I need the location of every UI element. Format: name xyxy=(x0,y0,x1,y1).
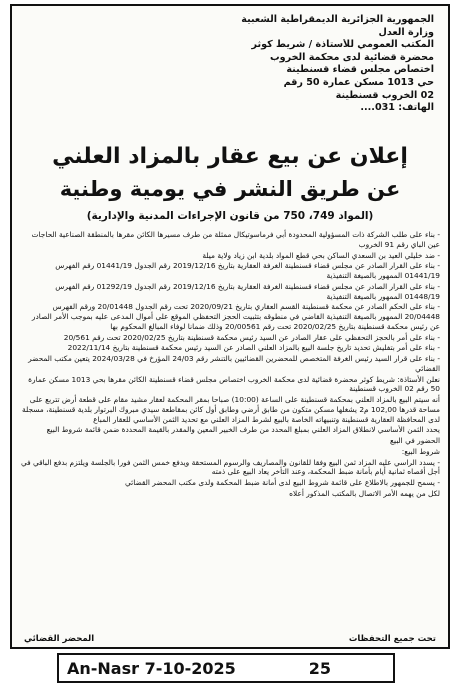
body-paragraph: - يسمح للجمهور بالاطلاع على قائمة شروط البيع لدى أمانة ضبط المحكمة ولدى مكتب المحضر القضائي xyxy=(125,478,440,487)
body-paragraph: أنه سيتم البيع بالمزاد العلني بمحكمة قسنطينة على الساعة (10:00) صباحا بمقر المحكمة لعقار مشيد مقام على قطعة أرض تتربع على مساحة قدرها 102,00 م2 يشغلها مسكن متكون من طابق أرضي وطابق أول كائن بمقاطعة سيدي مبروك البرتوار بلدية قسنطينة، مسجلة لدى المحافظة العقارية قسنطينة وتنبيهاته الخاصة بالبيع لشرط المزاد العلني مع تحديد الثمن الأساسي للعقار المباع xyxy=(22,395,440,424)
header-line: حي 1013 مسكن عمارة 50 رقم xyxy=(283,76,434,88)
header-line: 02 الخروب قسنطينة xyxy=(335,89,434,101)
footer-page-number: 25 xyxy=(308,658,331,678)
body-paragraph: شروط البيع: xyxy=(401,446,440,456)
signature-row xyxy=(24,634,436,644)
footer-source: An-Nasr 7-10-2025 xyxy=(67,658,236,678)
body-paragraph: - بناء على قرار السيد رئيس الغرفة المتخصص للمحضرين القضائيين بالتنشر رقم 24/03 المؤرخ في 2024/03/28 يتعين مكتب المحضر القضائي xyxy=(28,354,440,373)
body-paragraph: لكل من يهمه الأمر الاتصال بالمكتب المذكور أعلاه xyxy=(289,488,440,498)
newspaper-footer xyxy=(57,653,395,683)
body-paragraph: يحدد الثمن الأساسي لانطلاق المزاد العلني بمبلغ المحدد من طرف الخبير المعين والمقدر بالقيمة المحددة ضمن قائمة شروط البيع xyxy=(46,425,440,435)
header-line: الجمهورية الجزائرية الديمقراطية الشعبية xyxy=(241,14,434,25)
body-paragraph: - بناء على أمر بالحجز التحفظي على عقار الصادر عن السيد رئيس محكمة قسنطينة بتاريخ 2020/02/25 تحت رقم 20/561 xyxy=(63,332,440,342)
header-line: الهاتف: 031.... xyxy=(360,102,434,114)
header-line: وزارة العدل xyxy=(378,26,434,38)
announcement-body xyxy=(20,230,440,500)
announcement-title: إعلان عن بيع عقار بالمزاد العلني xyxy=(52,144,408,169)
body-paragraph: - يسدد الراسي عليه المزاد ثمن البيع وفقا للقانون والمصاريف والرسوم المستحقة ويدفع خمس الثمن فورا بالجلسة ويلتزم بدفع الباقي في أجل أقصاه ثمانية أيام بأمانة ضبط المحكمة، وعند التأخر يعاد البيع على ذمته xyxy=(20,457,440,477)
header-line: محضرة قضائية لدى محكمة الخروب xyxy=(270,51,434,63)
header-line: اختصاص مجلس قضاء قسنطينة xyxy=(286,64,434,76)
body-paragraph: - بناء على القرار الصادر عن مجلس قضاء قسنطينة الغرفة العقارية بتاريخ 2019/12/16 رقم الجدول 01292/19 رقم الفهرس 01448/19 الممهور بالصيغة التنفيذية xyxy=(55,281,440,301)
body-paragraph: - بناء على القرار الصادر عن مجلس قضاء قسنطينة الغرفة العقارية بتاريخ 2019/12/16 رقم الجدول 01441/19 رقم الفهرس 01441/19 الممهور بالصيغة التنفيذية xyxy=(55,261,440,280)
header-line: المكتب العمومي للأستاذة / شريط كوثر xyxy=(251,39,434,51)
signature-bailiff: المحضر القضائي xyxy=(24,634,95,644)
body-paragraph: نعلن الأستاذة: شريط كوثر محضرة قضائية لدى محكمة الخروب اختصاص مجلس قضاء قسنطينة الكائن مقرها بحي 1013 مسكن عمارة 50 رقم 02 الخروب قسنطينة xyxy=(28,374,440,394)
office-header xyxy=(164,14,434,115)
announcement-frame xyxy=(10,4,450,649)
announcement-subtitle: عن طريق النشر في يومية وطنية xyxy=(59,177,401,201)
body-paragraph: الحضور في البيع xyxy=(390,436,440,445)
body-paragraph: - بناء على أمر بتفليش تحديد تاريخ جلسة البيع بالمزاد العلني الصادر عن السيد رئيس محكمة قسنطينة بتاريخ 2022/11/14 xyxy=(67,343,440,353)
body-paragraph: - ضد خليلي العيد بن السعدي الساكن بحي قطع المواد بلدية ابن زياد ولاية ميلة xyxy=(202,250,440,260)
body-paragraph: - بناء على الحكم الصادر عن محكمة قسنطينة القسم العقاري بتاريخ 2020/09/21 تحت رقم الجدول 20/01448 ورقم الفهرس 20/04448 الممهور بالصيغة التنفيذية القاضي في منطوقه بتثبيت الحجز التحفظي الموقع على أموال المدعى عليه بموجب الأمر الصادر عن رئيس محكمة قسنطينة بتاريخ 2020/02/25 تحت رقم 20/00561 وذلك ضمانا لوفاء المبالغ المحكوم بها xyxy=(31,302,440,331)
legal-reference: (المواد 749، 750 من قانون الإجراءات المدنية والإدارية) xyxy=(86,210,374,222)
body-paragraph: - بناء على طلب الشركة ذات المسؤولية المحدودة أبي فرماسوتيكال ممثلة من طرف مسيرها الكائن مقرها بالمنطقة الصناعية الحاجات عين الباي رقم 91 الخروب xyxy=(31,230,440,249)
signature-note: تحت جميع التحفظات xyxy=(348,634,436,644)
